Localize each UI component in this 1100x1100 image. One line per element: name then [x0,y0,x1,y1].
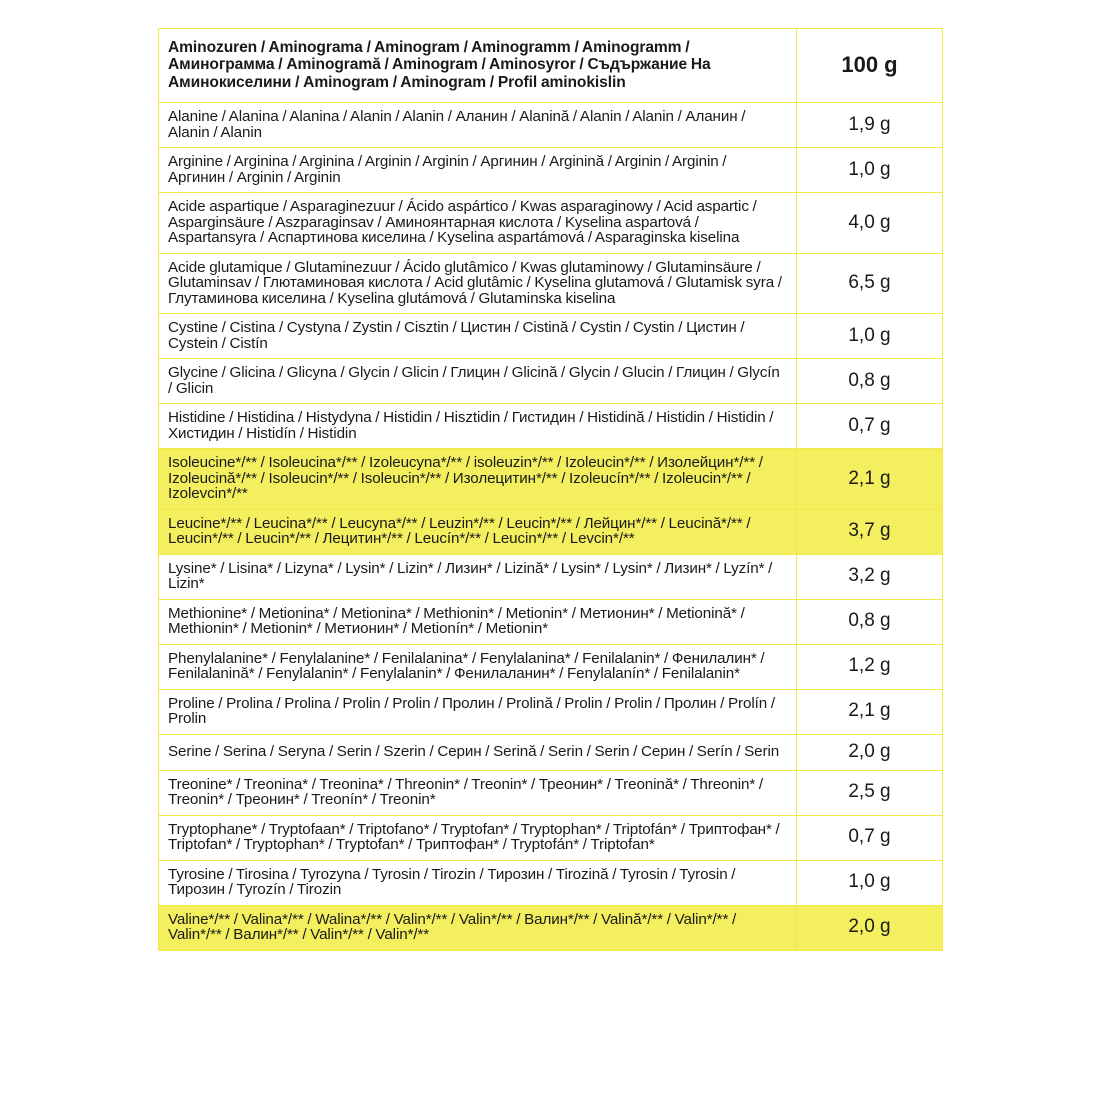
amino-acid-names: Isoleucine*/** / Isoleucina*/** / Izoleucyna*/** / isoleuzin*/** / Izoleucin*/** / Изолейцин*/** / Izoleucină*/** / Isoleucin*/** / Isoleucin*/** / Изолецитин*/** / Izoleucín*/** / Izoleucin*/** / Izolevcin*/** [159,449,797,510]
amino-acid-amount: 1,9 g [797,103,943,148]
amino-acid-amount: 1,2 g [797,644,943,689]
amino-acid-amount: 3,7 g [797,509,943,554]
table-row [159,359,943,404]
table-row [159,148,943,193]
amino-acid-names: Serine / Serina / Seryna / Serin / Szerin / Серин / Serină / Serin / Serin / Серин / Serín / Serin [159,734,797,770]
amino-acid-names: Lysine* / Lisina* / Lizyna* / Lysin* / Lizin* / Лизин* / Lizină* / Lysin* / Lysin* / Лизин* / Lyzín* / Lizin* [159,554,797,599]
amino-acid-names: Tyrosine / Tirosina / Tyrozyna / Tyrosin / Tirozin / Тирозин / Tirozină / Tyrosin / Tyrosin / Тирозин / Tyrozín / Tirozin [159,860,797,905]
table-row [159,770,943,815]
table-row [159,314,943,359]
table-row [159,860,943,905]
amino-acid-names: Arginine / Arginina / Arginina / Arginin / Arginin / Аргинин / Arginină / Arginin / Arginin / Аргинин / Arginin / Arginin [159,148,797,193]
amino-acid-names: Tryptophane* / Tryptofaan* / Triptofano* / Tryptofan* / Tryptophan* / Triptofán* / Триптофан* / Triptofan* / Tryptophan* / Tryptofan* / Триптофан* / Tryptofán* / Triptofan* [159,815,797,860]
amino-acid-amount: 2,0 g [797,734,943,770]
table-body [159,29,943,951]
amino-acid-amount: 2,0 g [797,905,943,950]
amino-acid-names: Phenylalanine* / Fenylalanine* / Fenilalanina* / Fenylalanina* / Fenilalanin* / Фенилалин* / Fenilalanină* / Fenylalanin* / Fenylalanin* / Фенилаланин* / Fenylalanín* / Fenilalanin* [159,644,797,689]
table-row [159,599,943,644]
table-header-names: Aminozuren / Aminograma / Aminogram / Aminogramm / Aminogramm / Аминограмма / Aminogramă / Aminogram / Aminosyror / Съдържание На Аминокиселини / Aminogram / Aminogram / Profil aminokislin [159,29,797,103]
table-row [159,193,943,254]
amino-acid-amount: 2,1 g [797,449,943,510]
table-row [159,815,943,860]
table-row [159,103,943,148]
table-row [159,905,943,950]
amino-acid-amount: 6,5 g [797,253,943,314]
amino-acid-names: Treonine* / Treonina* / Treonina* / Threonin* / Treonin* / Треонин* / Treonină* / Threonin* / Treonin* / Треонин* / Treonín* / Treonin* [159,770,797,815]
amino-acid-names: Acide glutamique / Glutaminezuur / Ácido glutâmico / Kwas glutaminowy / Glutaminsäure / Glutaminsav / Глютаминовая кислота / Acid glutâmic / Kyselina glutamová / Glutamisk syra / Глутаминова киселина / Kyselina glutámová / Glutaminska kiselina [159,253,797,314]
amino-acid-names: Methionine* / Metionina* / Metionina* / Methionin* / Metionin* / Метионин* / Metionină* / Methionin* / Metionin* / Метионин* / Metionín* / Metionin* [159,599,797,644]
amino-acid-names: Valine*/** / Valina*/** / Walina*/** / Valin*/** / Valin*/** / Валин*/** / Valină*/** / Valin*/** / Valin*/** / Валин*/** / Valin*/** / Valin*/** [159,905,797,950]
amino-acid-names: Leucine*/** / Leucina*/** / Leucyna*/** / Leuzin*/** / Leucin*/** / Лейцин*/** / Leucină*/** / Leucin*/** / Leucin*/** / Лецитин*/** / Leucín*/** / Leucin*/** / Levcin*/** [159,509,797,554]
table-row [159,404,943,449]
amino-acid-names: Histidine / Histidina / Histydyna / Histidin / Hisztidin / Гистидин / Histidină / Histidin / Histidin / Хистидин / Histidín / Histidin [159,404,797,449]
amino-acid-table-container [158,28,942,951]
amino-acid-names: Alanine / Alanina / Alanina / Alanin / Alanin / Аланин / Alanină / Alanin / Alanin / Аланин / Alanin / Alanin [159,103,797,148]
table-row [159,554,943,599]
table-row [159,253,943,314]
amino-acid-names: Cystine / Cistina / Cystyna / Zystin / Cisztin / Цистин / Cistină / Cystin / Cystin / Цистин / Cystein / Cistín [159,314,797,359]
table-row [159,689,943,734]
amino-acid-names: Glycine / Glicina / Glicyna / Glycin / Glicin / Глицин / Glicină / Glycin / Glucin / Глицин / Glycín / Glicin [159,359,797,404]
table-header-row [159,29,943,103]
amino-acid-names: Acide aspartique / Asparaginezuur / Ácido aspártico / Kwas asparaginowy / Acid aspartic / Asparginsäure / Aszparaginsav / Аминоянтарная кислота / Kyselina aspartová / Aspartansyra / Аспартинова киселина / Kyselina aspartámová / Asparaginska kiselina [159,193,797,254]
amino-acid-amount: 0,8 g [797,599,943,644]
amino-acid-table [158,28,943,951]
table-row [159,449,943,510]
amino-acid-amount: 0,7 g [797,815,943,860]
amino-acid-names: Proline / Prolina / Prolina / Prolin / Prolin / Пролин / Prolină / Prolin / Prolin / Пролин / Prolín / Prolin [159,689,797,734]
amino-acid-amount: 2,5 g [797,770,943,815]
table-row [159,734,943,770]
table-row [159,644,943,689]
amino-acid-amount: 4,0 g [797,193,943,254]
amino-acid-amount: 3,2 g [797,554,943,599]
amino-acid-amount: 1,0 g [797,314,943,359]
amino-acid-amount: 2,1 g [797,689,943,734]
amino-acid-amount: 1,0 g [797,148,943,193]
amino-acid-amount: 0,7 g [797,404,943,449]
amino-acid-amount: 0,8 g [797,359,943,404]
table-row [159,509,943,554]
amino-acid-amount: 1,0 g [797,860,943,905]
table-header-value: 100 g [797,29,943,103]
